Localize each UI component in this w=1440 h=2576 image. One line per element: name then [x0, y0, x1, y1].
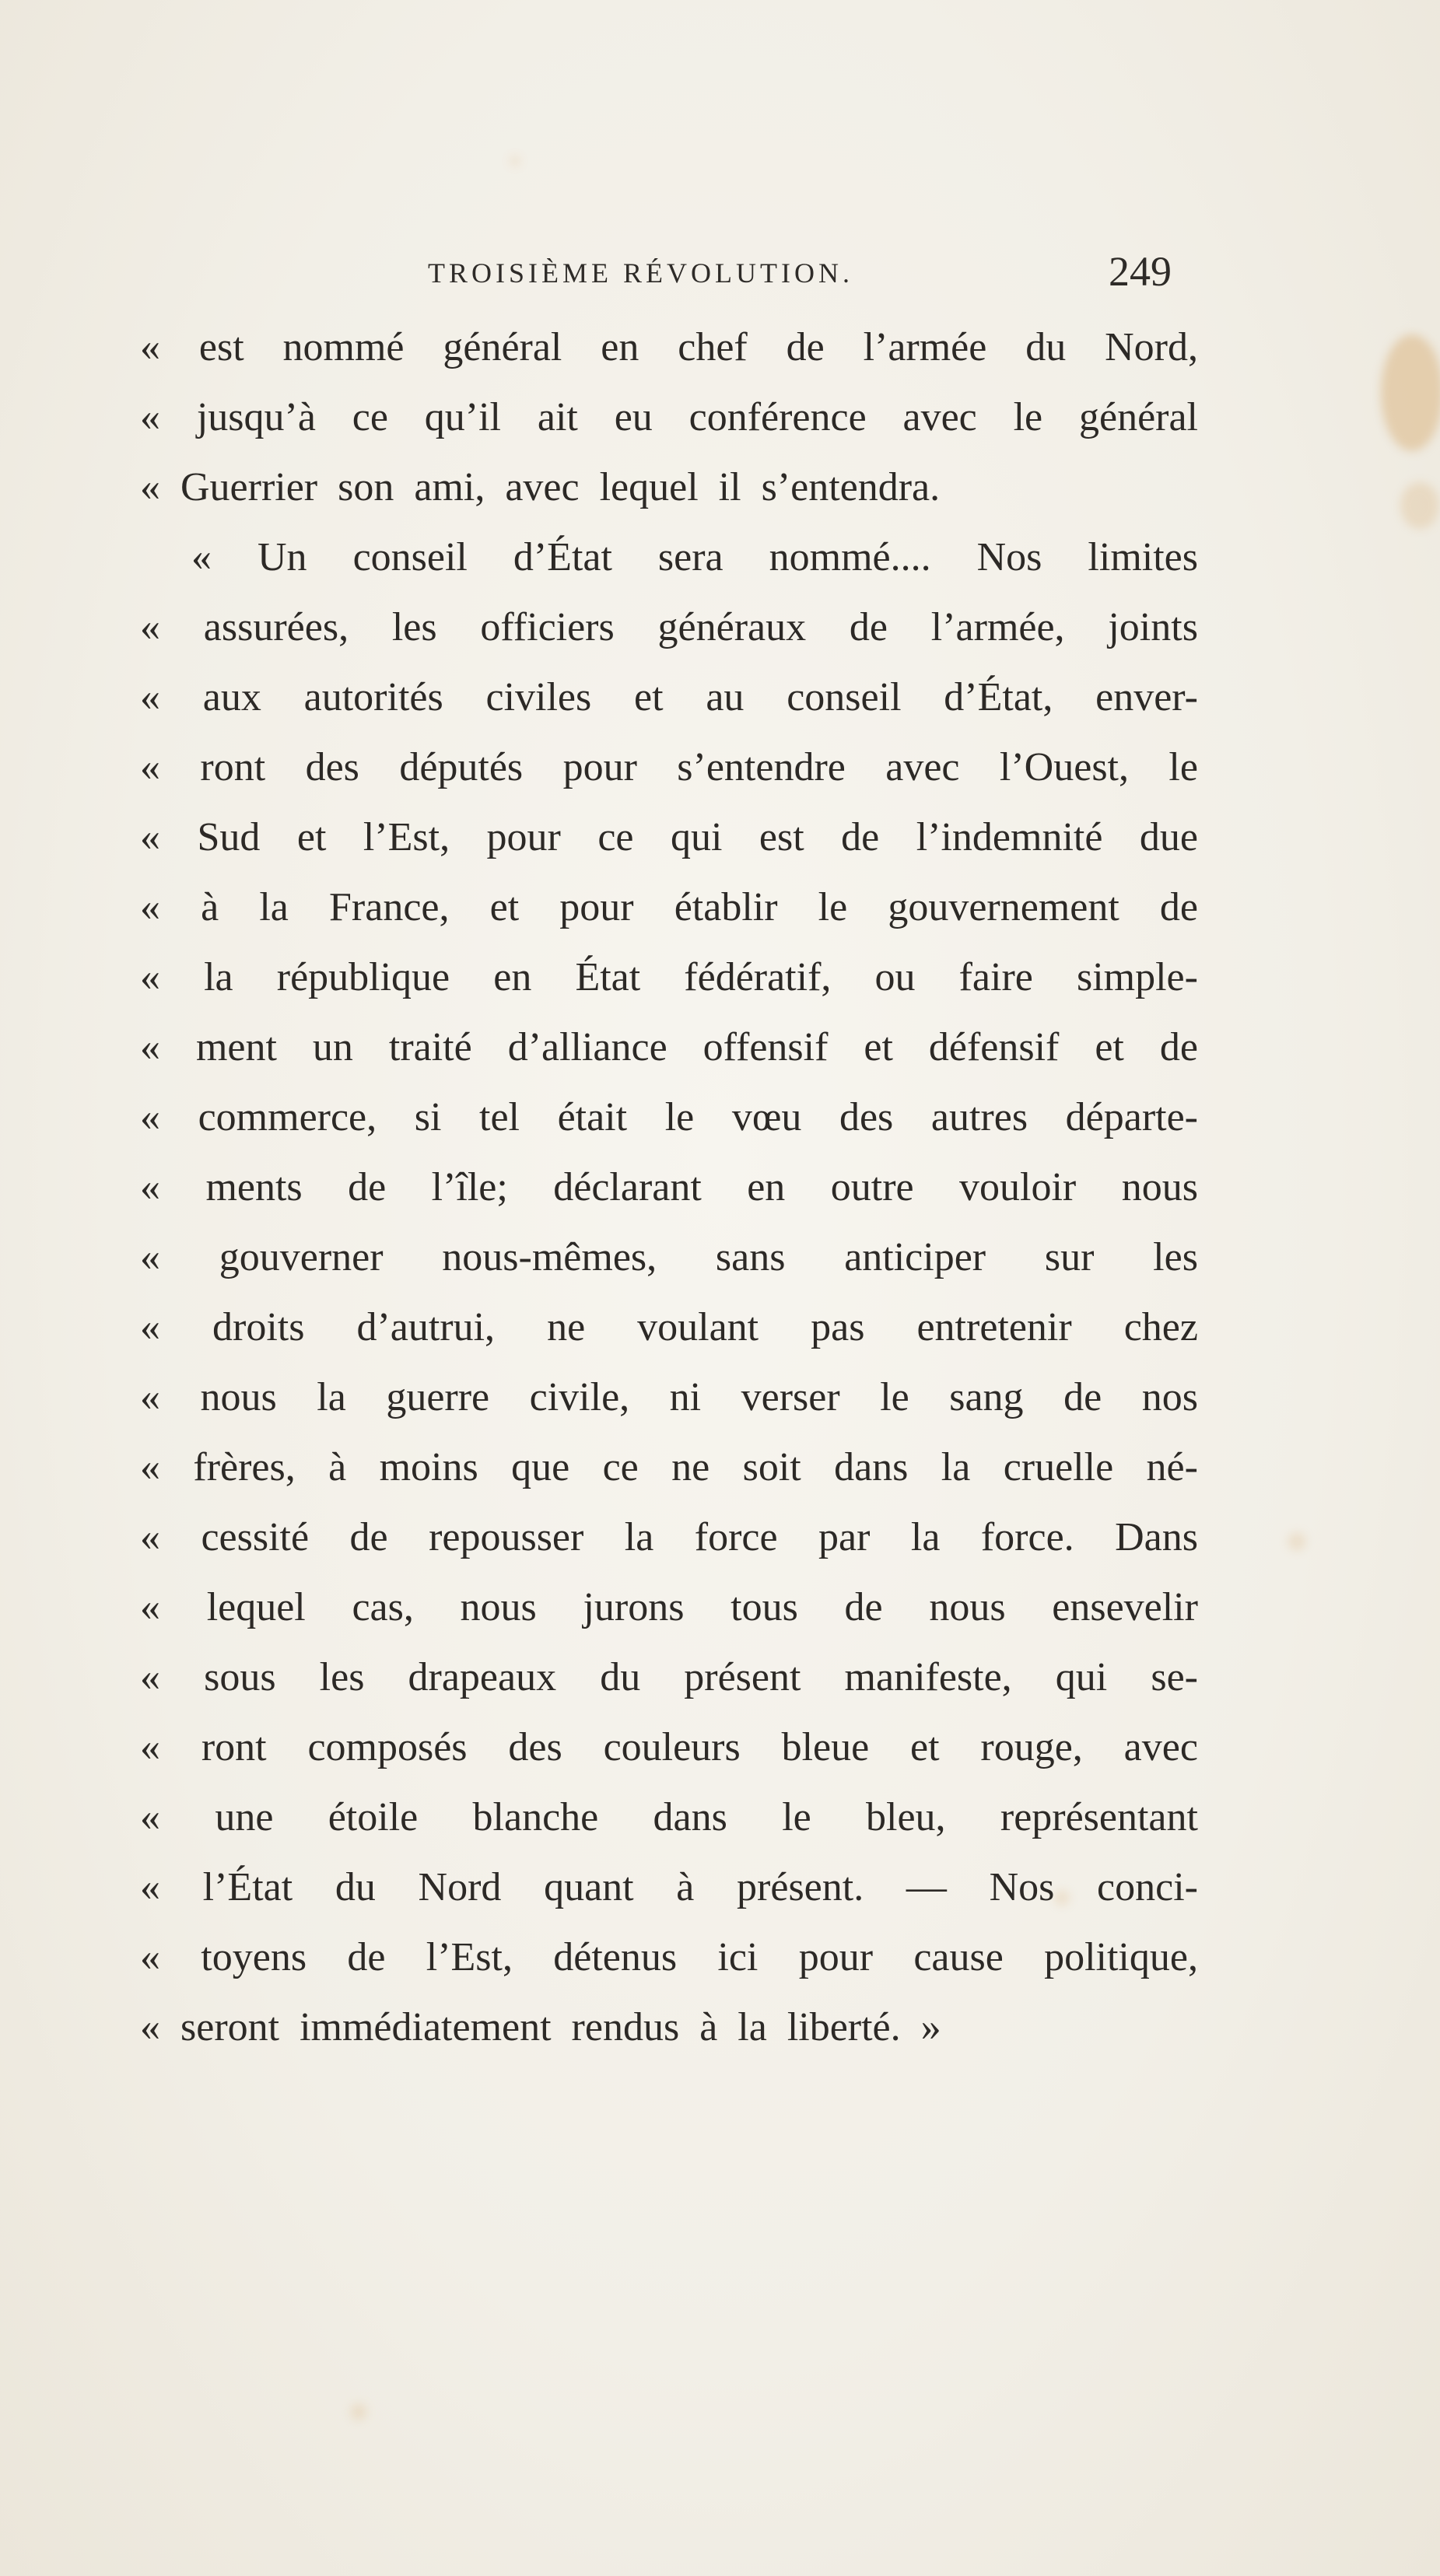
text-line: « nous la guerre civile, ni verser le sang de nos	[140, 1375, 1198, 1419]
text-line: « ront composés des couleurs bleue et rouge, avec	[140, 1725, 1198, 1769]
page-number: 249	[1109, 248, 1172, 295]
text-line: « est nommé général en chef de l’armée du Nord,	[140, 325, 1198, 369]
text-line: « ments de l’île; déclarant en outre vouloir nous	[140, 1165, 1198, 1209]
text-line: « Guerrier son ami, avec lequel il s’entendra.	[140, 465, 941, 509]
body-text	[140, 313, 1198, 2063]
text-line: « ment un traité d’alliance offensif et défensif et de	[140, 1025, 1198, 1069]
text-line: « l’État du Nord quant à présent. — Nos conci-	[140, 1865, 1198, 1909]
text-line: « seront immédiatement rendus à la liberté. »	[140, 2005, 941, 2049]
text-line: « commerce, si tel était le vœu des autres départe-	[140, 1095, 1198, 1139]
text-line: « jusqu’à ce qu’il ait eu conférence avec le général	[140, 395, 1198, 439]
text-line: « assurées, les officiers généraux de l’armée, joints	[140, 605, 1198, 649]
page-header	[0, 248, 1440, 303]
text-line: « droits d’autrui, ne voulant pas entretenir chez	[140, 1305, 1198, 1349]
paper-stain	[1288, 1532, 1306, 1551]
text-line: « une étoile blanche dans le bleu, représentant	[140, 1795, 1198, 1839]
running-head: TROISIÈME RÉVOLUTION.	[428, 257, 853, 289]
paper-stain	[1400, 482, 1439, 529]
text-line: « ront des députés pour s’entendre avec l’Ouest, le	[140, 745, 1198, 789]
text-line: « la république en État fédératif, ou faire simple-	[140, 955, 1198, 999]
paper-stain	[510, 156, 520, 166]
text-line: « sous les drapeaux du présent manifeste, qui se-	[140, 1655, 1198, 1699]
text-line: « frères, à moins que ce ne soit dans la cruelle né-	[140, 1445, 1198, 1489]
text-line: « gouverner nous-mêmes, sans anticiper sur les	[140, 1235, 1198, 1279]
text-line: « lequel cas, nous jurons tous de nous ensevelir	[140, 1585, 1198, 1629]
text-line: « Un conseil d’État sera nommé.... Nos limites	[191, 535, 1198, 579]
text-line: « Sud et l’Est, pour ce qui est de l’indemnité due	[140, 815, 1198, 859]
paper-stain	[1381, 334, 1440, 451]
text-line: « toyens de l’Est, détenus ici pour cause politique,	[140, 1935, 1198, 1979]
text-line: « aux autorités civiles et au conseil d’État, enver-	[140, 675, 1198, 719]
text-line: « cessité de repousser la force par la force. Dans	[140, 1515, 1198, 1559]
text-line: « à la France, et pour établir le gouvernement de	[140, 885, 1198, 929]
paper-stain	[350, 2403, 367, 2420]
